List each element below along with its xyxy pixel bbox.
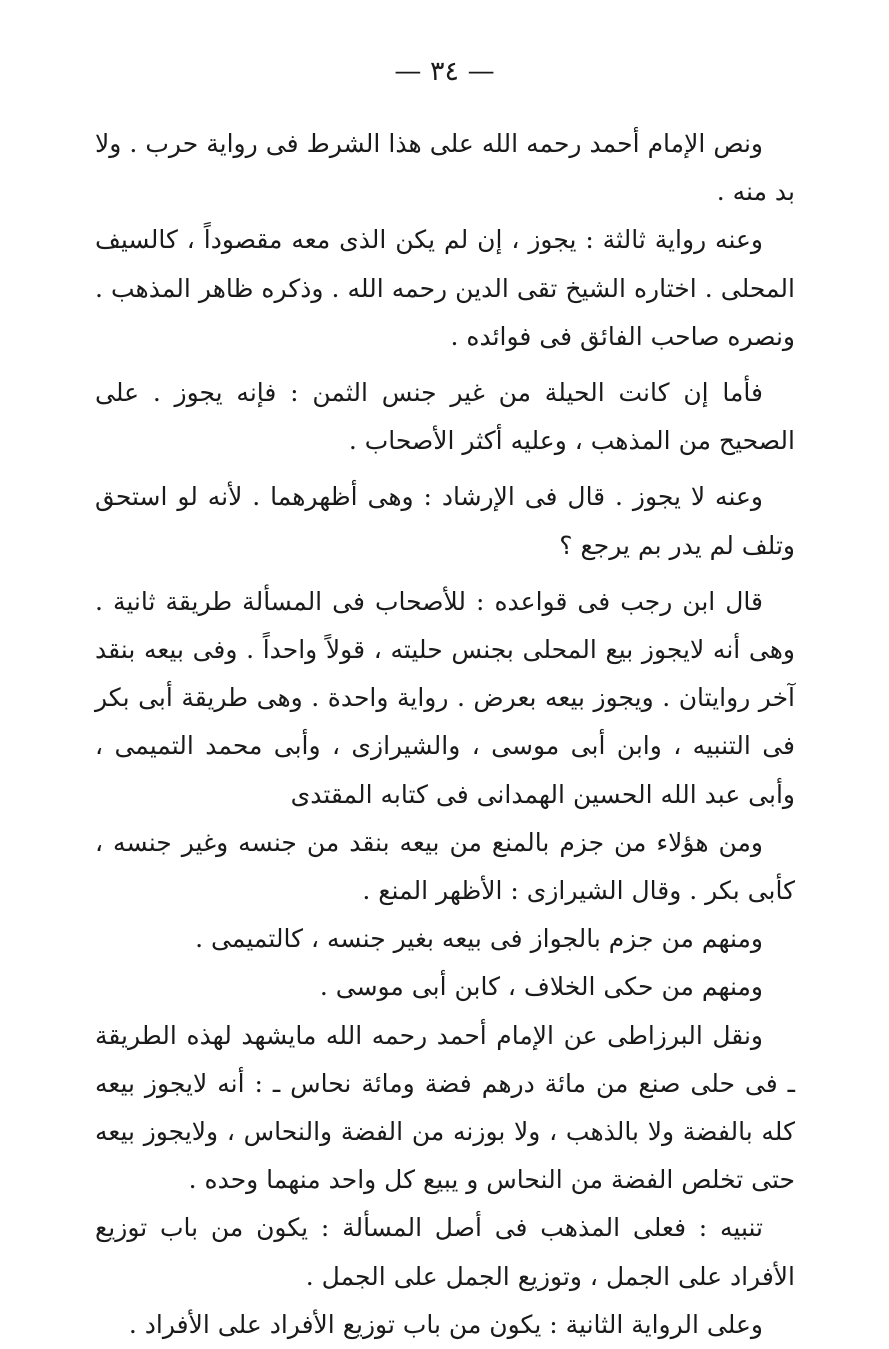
paragraph-1: ونص الإمام أحمد رحمه الله على هذا الشرط فى رواية حرب . ولا بد منه .: [95, 129, 795, 207]
page-number: — ٣٤ —: [394, 56, 495, 87]
paragraph-3: فأما إن كانت الحيلة من غير جنس الثمن : فإنه يجوز . على الصحيح من المذهب ، وعليه أكثر الأصحاب .: [95, 378, 795, 456]
paragraph-4: وعنه لا يجوز . قال فى الإرشاد : وهى أظهرهما . لأنه لو استحق وتلف لم يدر بم يرجع ؟: [95, 482, 795, 560]
paragraph-2: وعنه رواية ثالثة : يجوز ، إن لم يكن الذى معه مقصوداً ، كالسيف المحلى . اختاره الشيخ تقى الدين رحمه الله . وذكره ظاهر المذهب . ونصره صاحب الفائق فى فوائده .: [95, 225, 795, 351]
paragraph-11: وعلى الرواية الثانية : يكون من باب توزيع الأفراد على الأفراد .: [128, 1309, 763, 1339]
body-text: [95, 120, 795, 1349]
paragraph-5: قال ابن رجب فى قواعده : للأصحاب فى المسألة طريقة ثانية . وهى أنه لايجوز بيع المحلى بجنس حليته ، قولاً واحداً . وفى بيعه بنقد آخر روايتان . ويجوز بيعه بعرض . رواية واحدة . وهى طريقة أبى بكر فى التنبيه ، وابن أبى موسى ، والشيرازى ، وأبى محمد التميمى ، وأبى عبد الله الحسين الهمدانى فى كتابه المقتدى: [95, 586, 795, 809]
paragraph-8: ومنهم من حكى الخلاف ، كابن أبى موسى .: [319, 972, 763, 1002]
note-paragraph: تنبيه : فعلى المذهب فى أصل المسألة : يكون من باب توزيع الأفراد على الجمل ، وتوزيع الجمل على الجمل .: [95, 1213, 795, 1291]
paragraph-7: ومنهم من جزم بالجواز فى بيعه بغير جنسه ، كالتميمى .: [195, 924, 763, 954]
paragraph-9: ونقل البرزاطى عن الإمام أحمد رحمه الله مايشهد لهذه الطريقة ـ فى حلى صنع من مائة درهم فضة ومائة نحاس ـ : أنه لايجوز بيعه كله بالفضة ولا بالذهب ، ولا بوزنه من الفضة والنحاس ، ولايجوز بيعه حتى تخلص الفضة من النحاس و يبيع كل واحد منهما وحده .: [95, 1020, 795, 1195]
paragraph-6: ومن هؤلاء من جزم بالمنع من بيعه بنقد من جنسه وغير جنسه ، كأبى بكر . وقال الشيرازى : الأظهر المنع .: [95, 827, 795, 906]
